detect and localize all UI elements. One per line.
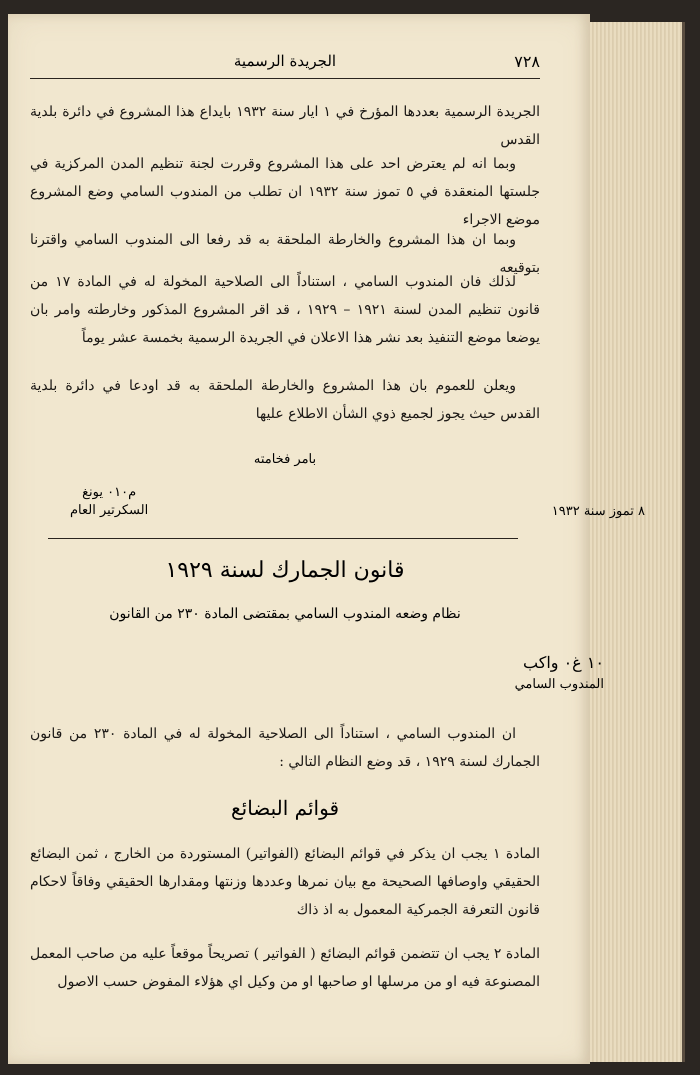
signature-block	[70, 484, 148, 520]
paragraph-2: وبما انه لم يعترض احد على هذا المشروع وقررت لجنة تنظيم المدن المركزية في جلستها المنعقدة في ٥ تموز سنة ١٩٣٢ ان تطلب من المندوب السامي وضع المشروع موضع الاجراء	[30, 156, 540, 228]
law-subtitle: نظام وضعه المندوب السامي بمقتضى المادة ٢٣٠ من القانون	[109, 606, 461, 622]
signer-name: ١٠ غ٠ واكب	[522, 653, 604, 672]
signatory-title: السكرتير العام	[70, 503, 149, 518]
by-order-line: بامر فخامته	[253, 452, 317, 467]
article-2: المادة ٢ يجب ان تتضمن قوائم البضائع ( الفواتير ) تصريحاً موقعاً عليه من صاحب المعمل المصنوعة فيه او من مرسلها او صاحبها او من وكيل اي هؤلاء المفوض حسب الاصول	[30, 946, 540, 990]
signer-title: المندوب السامي	[514, 677, 604, 692]
page-number: ٧٢٨	[514, 52, 540, 71]
paragraph-5: ويعلن للعموم بان هذا المشروع والخارطة الملحقة به قد اودعا في دائرة بلدية القدس حيث يجوز لجميع ذوي الشأن الاطلاع عليها	[30, 378, 540, 422]
section-divider	[48, 538, 518, 539]
section-title: قوائم البضائع	[230, 796, 340, 820]
paragraph-1: الجريدة الرسمية بعددها المؤرخ في ١ ايار سنة ١٩٣٢ بايداع هذا المشروع في دائرة بلدية القدس	[30, 104, 540, 148]
signatory-name: م٠١٠ يونغ	[82, 485, 137, 500]
high-commissioner-signature	[515, 652, 604, 696]
header-title: الجريدة الرسمية	[233, 52, 337, 70]
notice-date: ٨ تموز سنة ١٩٣٢	[551, 504, 645, 519]
article-1: المادة ١ يجب ان يذكر في قوائم البضائع (الفواتير) المستوردة من الخارج ، ثمن البضائع الحقيقي واوصافها الصحيحة مع بيان نمرها وعددها وزنتها ومقدارها الحقيقي وفاقاً لاحكام قانون التعرفة الجمركية المعمول به اذ ذاك	[30, 846, 540, 918]
paragraph-4: لذلك فان المندوب السامي ، استناداً الى الصلاحية المخولة له في المادة ١٧ من قانون تنظيم المدن لسنة ١٩٢١ – ١٩٢٩ ، قد اقر المشروع المذكور وخارطته وامر بان يوضعا موضع التنفيذ بعد نشر هذا الاعلان في الجريدة الرسمية بخمسة عشر يوماً	[30, 274, 540, 346]
law-title: قانون الجمارك لسنة ١٩٢٩	[165, 558, 405, 583]
page-stack-edges	[590, 22, 685, 1062]
law-preamble: ان المندوب السامي ، استناداً الى الصلاحية المخولة له في المادة ٢٣٠ من قانون الجمارك لسنة ١٩٢٩ ، قد وضع النظام التالي :	[30, 726, 540, 770]
paragraph-3: وبما ان هذا المشروع والخارطة الملحقة به قد رفعا الى المندوب السامي واقترنا بتوقيعه	[30, 232, 540, 276]
running-header	[30, 52, 540, 79]
